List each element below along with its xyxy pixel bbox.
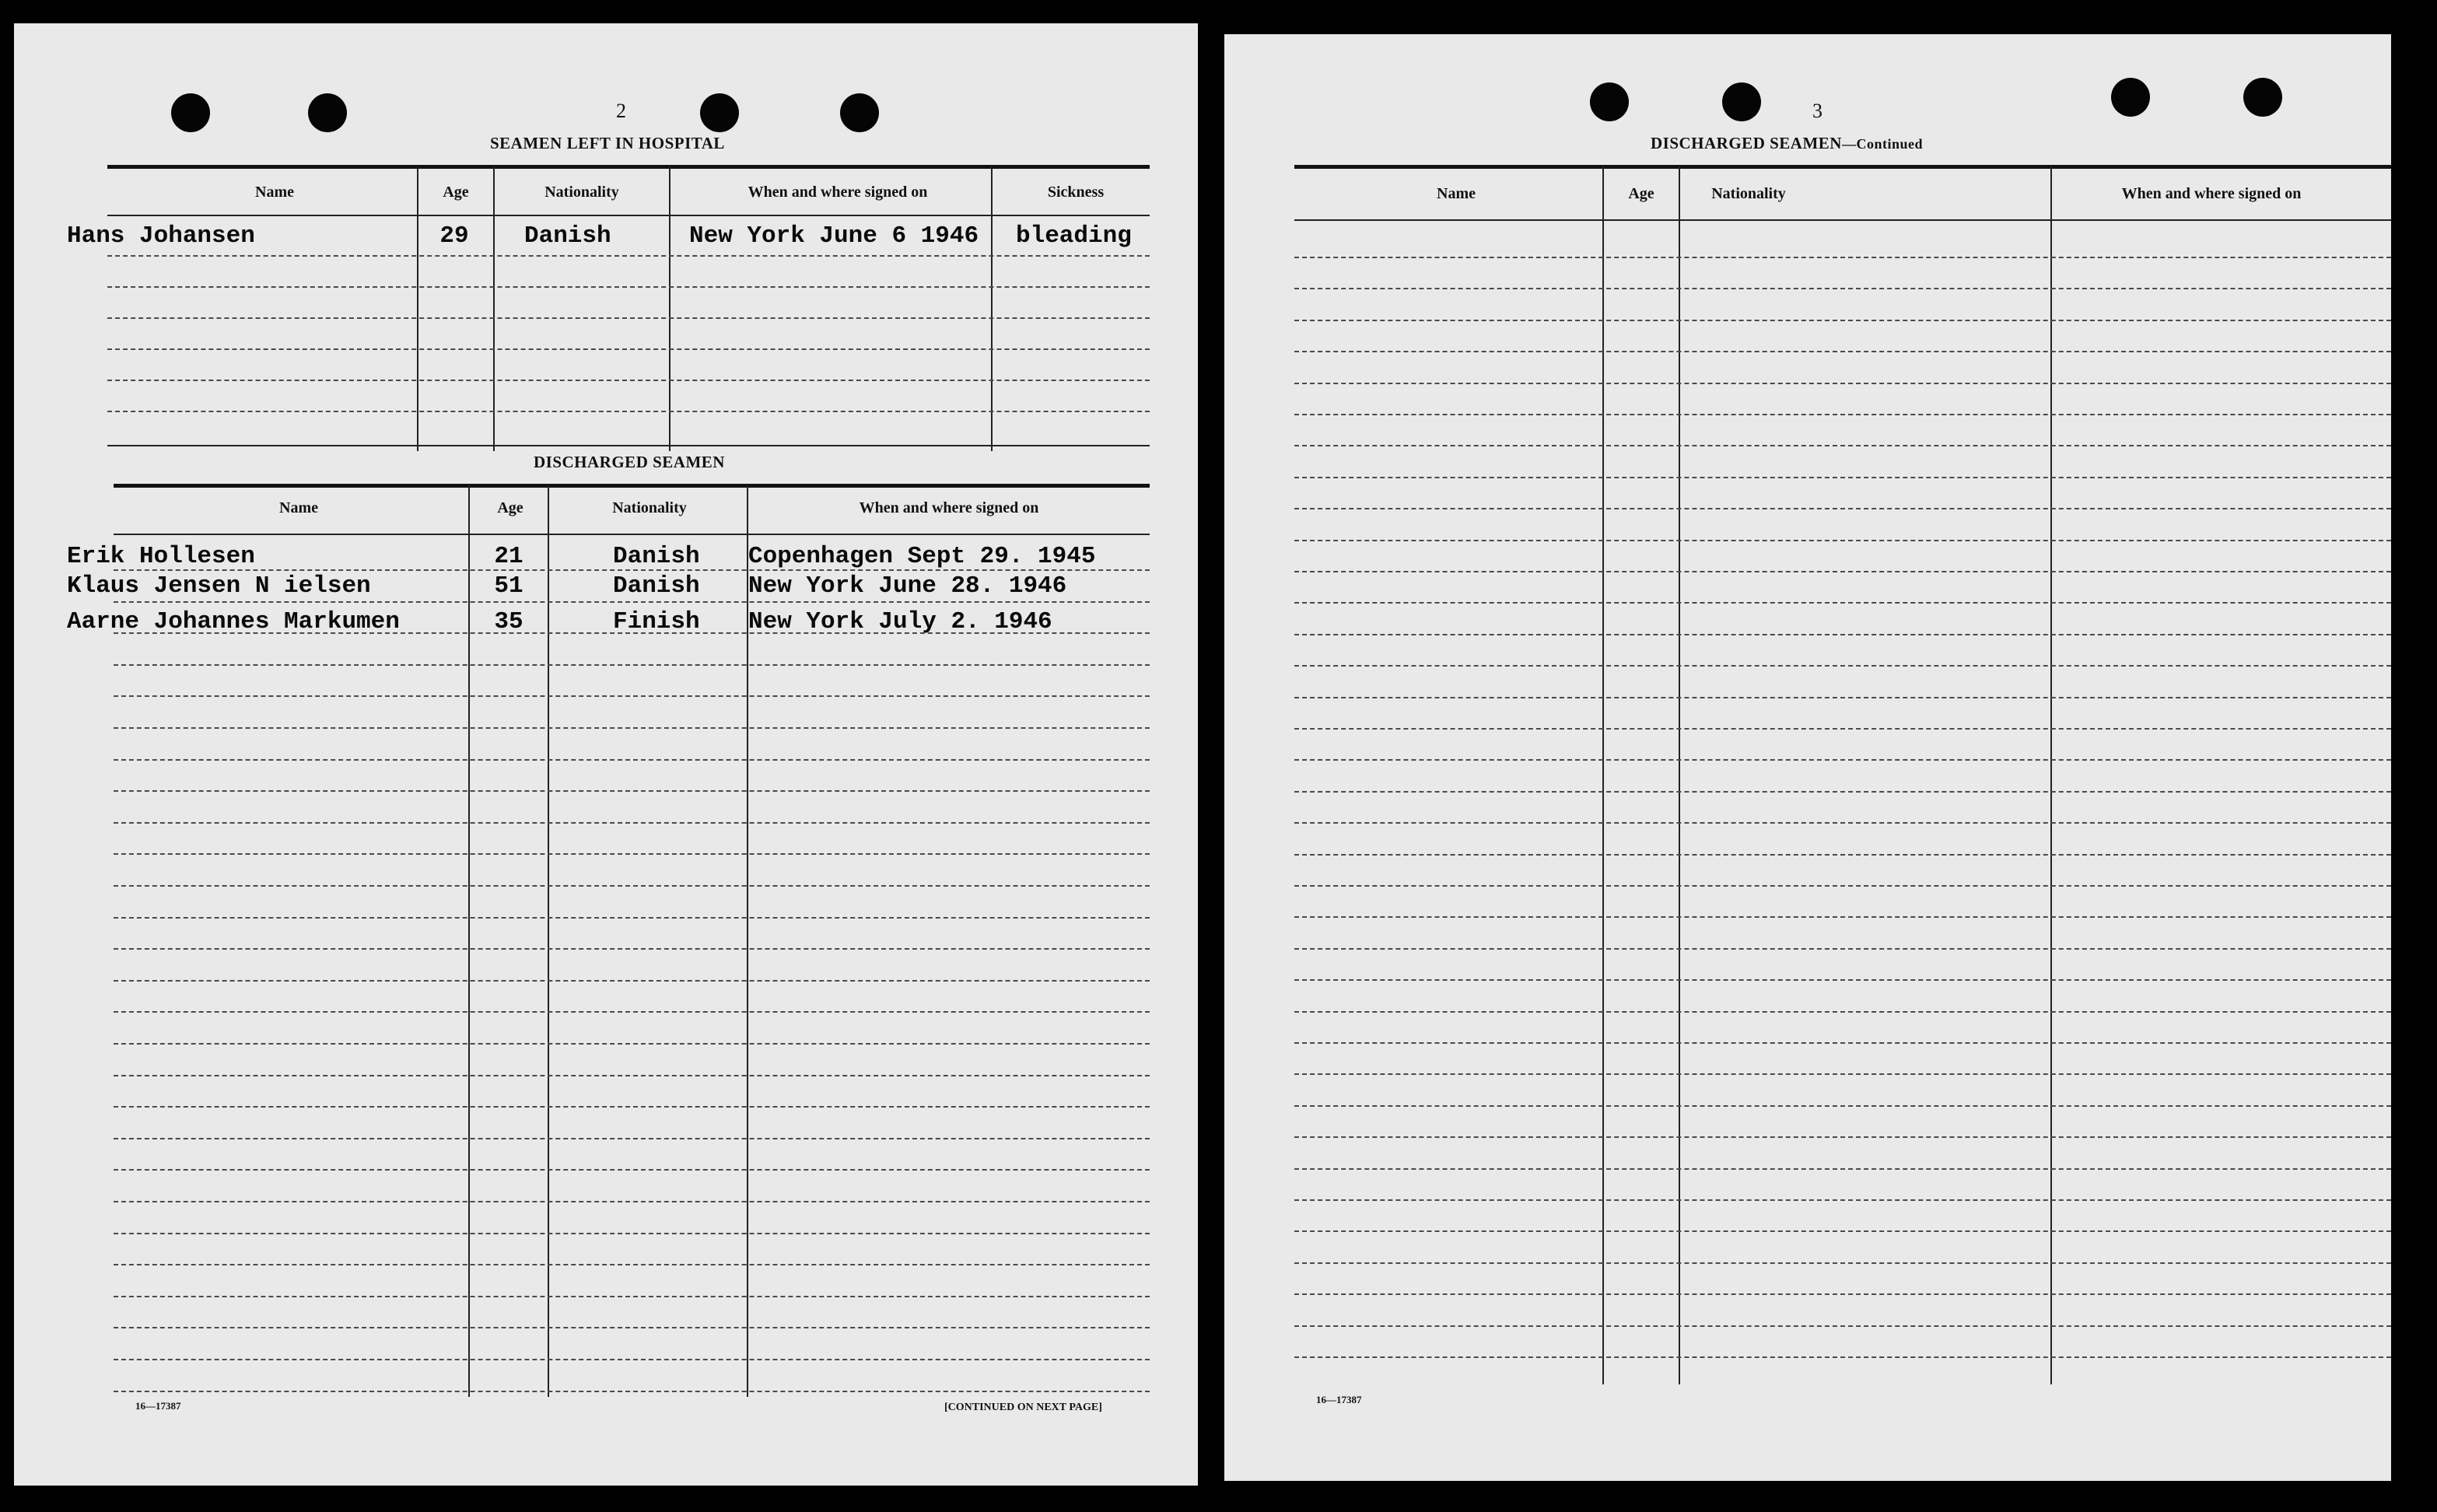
ruled-line bbox=[1294, 822, 2391, 824]
ruled-line bbox=[1294, 320, 2391, 321]
ruled-line bbox=[114, 1011, 1150, 1013]
discharged-name: Erik Hollesen bbox=[67, 543, 255, 570]
hospital-header-name: Name bbox=[255, 184, 294, 201]
hospital-title: SEAMEN LEFT IN HOSPITAL bbox=[490, 134, 725, 152]
ruled-line bbox=[114, 822, 1150, 824]
ruled-line bbox=[1294, 383, 2391, 384]
discharged-nationality: Danish bbox=[613, 543, 700, 570]
ruled-line bbox=[1294, 1325, 2391, 1327]
discharged-header-name: Name bbox=[279, 499, 318, 516]
hospital-sickness: bleading bbox=[1016, 222, 1132, 250]
ruled-line bbox=[1294, 979, 2391, 981]
discharged-top-rule bbox=[114, 484, 1150, 488]
ruled-line bbox=[1294, 571, 2391, 572]
discharged-name: Klaus Jensen N ielsen bbox=[67, 572, 371, 600]
ruled-line bbox=[1294, 1105, 2391, 1107]
discharged-age: 21 bbox=[494, 543, 523, 570]
ruled-line bbox=[114, 727, 1150, 729]
ruled-line bbox=[114, 1075, 1150, 1076]
hospital-name: Hans Johansen bbox=[67, 222, 255, 250]
ruled-line bbox=[114, 1106, 1150, 1108]
ruled-line bbox=[1294, 1293, 2391, 1295]
ruled-line bbox=[1294, 1073, 2391, 1075]
ruled-line bbox=[114, 664, 1150, 666]
form-number: 16—17387 bbox=[135, 1400, 181, 1412]
ruled-line bbox=[114, 853, 1150, 855]
discharged-signed-on: Copenhagen Sept 29. 1945 bbox=[748, 543, 1096, 570]
continued-note: [CONTINUED ON NEXT PAGE] bbox=[944, 1402, 1102, 1413]
punch-hole bbox=[2243, 78, 2282, 117]
discharged-age: 35 bbox=[494, 608, 523, 635]
ruled-line bbox=[1294, 445, 2391, 446]
hospital-header-signed-on: When and where signed on bbox=[748, 184, 928, 201]
ruled-line bbox=[1294, 1356, 2391, 1358]
ruled-line bbox=[1294, 1199, 2391, 1201]
title-main: DISCHARGED SEAMEN bbox=[1651, 134, 1842, 152]
page-number: 3 bbox=[1812, 100, 1822, 122]
discharged-title: DISCHARGED SEAMEN bbox=[534, 453, 725, 471]
ruled-line bbox=[1294, 634, 2391, 635]
ruled-line bbox=[114, 1327, 1150, 1328]
ruled-line bbox=[114, 917, 1150, 919]
discharged-name: Aarne Johannes Markumen bbox=[67, 608, 400, 635]
ruled-line bbox=[1294, 477, 2391, 478]
discharged-continued-title bbox=[1651, 134, 1923, 153]
right-header-nationality: Nationality bbox=[1711, 185, 1786, 202]
ruled-line bbox=[1294, 351, 2391, 352]
punch-hole bbox=[840, 93, 879, 132]
hospital-signed-on: New York June 6 1946 bbox=[689, 222, 979, 250]
right-page bbox=[1224, 34, 2391, 1481]
punch-hole bbox=[171, 93, 210, 132]
ruled-line bbox=[1294, 1136, 2391, 1138]
ruled-line bbox=[114, 1233, 1150, 1234]
hospital-top-rule bbox=[107, 165, 1150, 169]
ruled-line bbox=[114, 759, 1150, 761]
ruled-line bbox=[1294, 257, 2391, 258]
ruled-line bbox=[114, 885, 1150, 887]
ruled-line bbox=[114, 980, 1150, 982]
ruled-line bbox=[114, 1138, 1150, 1139]
ruled-line bbox=[1294, 602, 2391, 604]
punch-hole bbox=[700, 93, 739, 132]
right-top-rule bbox=[1294, 165, 2391, 169]
ruled-line bbox=[1294, 1230, 2391, 1232]
discharged-header-signed-on: When and where signed on bbox=[859, 499, 1039, 516]
ruled-line bbox=[1294, 854, 2391, 856]
discharged-age: 51 bbox=[494, 572, 523, 600]
right-header-age: Age bbox=[1628, 185, 1654, 202]
left-page bbox=[14, 23, 1198, 1486]
discharged-nationality: Danish bbox=[613, 572, 700, 600]
ruled-line bbox=[1294, 540, 2391, 541]
punch-hole bbox=[2111, 78, 2150, 117]
hospital-age: 29 bbox=[439, 222, 469, 250]
discharged-signed-on: New York July 2. 1946 bbox=[748, 608, 1052, 635]
ruled-line bbox=[114, 1201, 1150, 1202]
ruled-line bbox=[114, 1359, 1150, 1360]
ruled-line bbox=[114, 790, 1150, 792]
ruled-line bbox=[1294, 948, 2391, 950]
ruled-line bbox=[114, 695, 1150, 697]
punch-hole bbox=[1722, 82, 1761, 121]
ruled-line bbox=[1294, 1011, 2391, 1013]
ruled-line bbox=[1294, 1042, 2391, 1044]
discharged-header-nationality: Nationality bbox=[612, 499, 687, 516]
ruled-line bbox=[1294, 1262, 2391, 1264]
page-number: 2 bbox=[616, 100, 626, 122]
ruled-line bbox=[114, 1169, 1150, 1171]
ruled-line bbox=[1294, 665, 2391, 667]
ruled-line bbox=[1294, 508, 2391, 509]
ruled-line bbox=[114, 1264, 1150, 1265]
discharged-signed-on: New York June 28. 1946 bbox=[748, 572, 1067, 600]
ruled-line bbox=[1294, 885, 2391, 887]
ruled-line bbox=[114, 948, 1150, 950]
title-suffix: —Continued bbox=[1841, 136, 1923, 152]
hospital-header-sickness: Sickness bbox=[1047, 184, 1105, 201]
ruled-line bbox=[1294, 791, 2391, 793]
hospital-header-age: Age bbox=[443, 184, 469, 201]
ruled-line bbox=[114, 601, 1150, 603]
ruled-line bbox=[114, 1391, 1150, 1392]
ruled-line bbox=[1294, 414, 2391, 415]
discharged-nationality: Finish bbox=[613, 608, 700, 635]
ruled-line bbox=[1294, 1168, 2391, 1170]
ruled-line bbox=[1294, 288, 2391, 289]
ruled-line bbox=[114, 1043, 1150, 1045]
form-number: 16—17387 bbox=[1316, 1394, 1362, 1405]
discharged-header-age: Age bbox=[497, 499, 523, 516]
hospital-nationality: Danish bbox=[524, 222, 611, 250]
ruled-line bbox=[114, 1296, 1150, 1297]
ruled-line bbox=[1294, 916, 2391, 918]
punch-hole bbox=[308, 93, 347, 132]
hospital-header-nationality: Nationality bbox=[544, 184, 619, 201]
ruled-line bbox=[1294, 697, 2391, 698]
ruled-line bbox=[1294, 728, 2391, 730]
right-header-name: Name bbox=[1437, 185, 1476, 202]
right-header-signed-on: When and where signed on bbox=[2121, 185, 2302, 202]
ruled-line bbox=[1294, 759, 2391, 761]
punch-hole bbox=[1590, 82, 1629, 121]
